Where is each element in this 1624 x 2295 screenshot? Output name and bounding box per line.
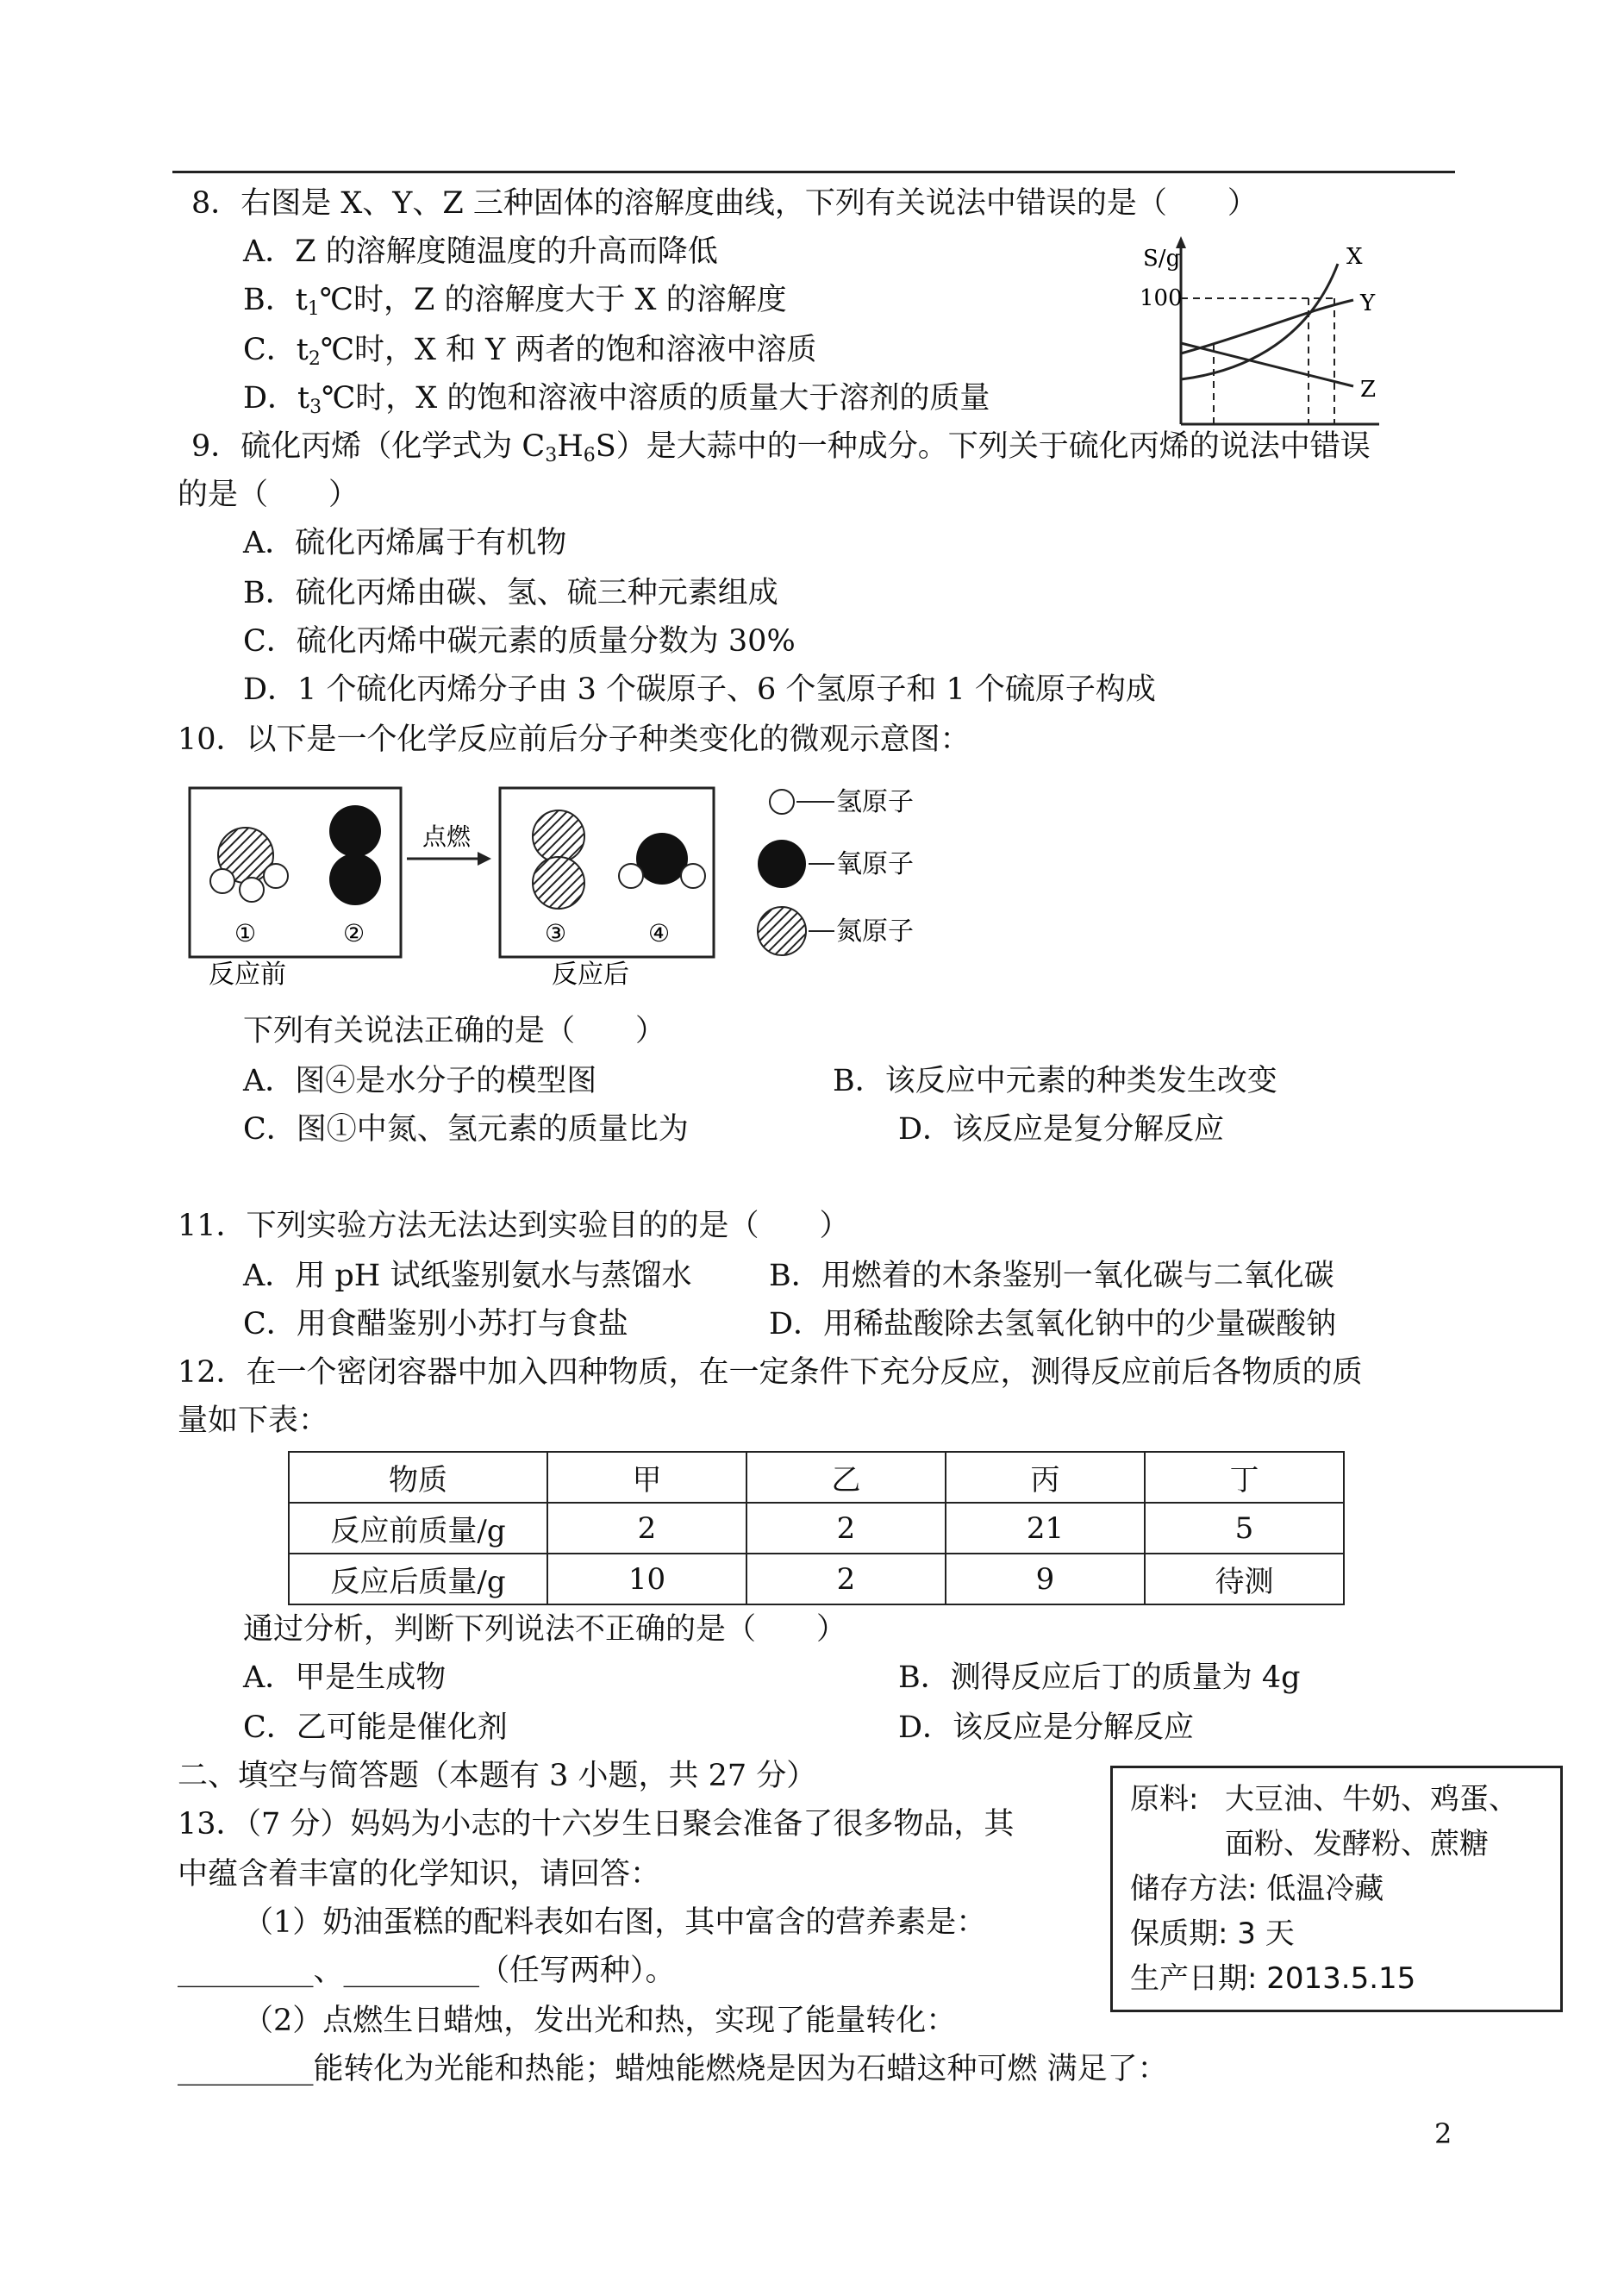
table-row — [289, 1554, 1344, 1604]
q9-option-c: C．硫化丙烯中碳元素的质量分数为 30% — [243, 624, 796, 659]
q11-option-c: C．用食醋鉴别小苏打与食盐 — [243, 1307, 628, 1341]
q12-option-d: D．该反应是分解反应 — [898, 1710, 1195, 1745]
header-cell: 乙 — [746, 1452, 946, 1503]
hydrogen-atom — [264, 864, 288, 888]
q11-option-b: B．用燃着的木条鉴别一氧化碳与二氧化碳 — [769, 1259, 1334, 1293]
solubility-chart — [1121, 233, 1405, 431]
q12-option-b: B．测得反应后丁的质量为 4g — [898, 1660, 1301, 1695]
label-ingredients-key: 原料: — [1130, 1782, 1199, 1817]
header-cell: 丁 — [1145, 1452, 1344, 1503]
q8-option-a: A．Z 的溶解度随温度的升高而降低 — [243, 235, 718, 269]
table-cell: 待测 — [1145, 1554, 1344, 1604]
table-cell: 21 — [946, 1503, 1145, 1554]
legend-z: Z — [1360, 377, 1377, 403]
label-shelf-life: 保质期: 3 天 — [1130, 1917, 1295, 1951]
q13-part1: （1）奶油蛋糕的配料表如右图，其中富含的营养素是： — [243, 1905, 987, 1940]
nitrogen-atom — [533, 810, 584, 862]
header-rule — [172, 171, 1455, 173]
q13-line2: 中蕴含着丰富的化学知识，请回答： — [178, 1857, 661, 1892]
table-cell: 2 — [547, 1503, 746, 1554]
q12-option-c: C．乙可能是催化剂 — [243, 1710, 508, 1745]
q9-option-d: D．1 个硫化丙烯分子由 3 个碳原子、6 个氢原子和 1 个硫原子构成 — [243, 672, 1156, 707]
table-cell: 10 — [547, 1554, 746, 1604]
q9-option-a: A．硫化丙烯属于有机物 — [243, 526, 567, 560]
y-tick-label: 100 — [1140, 285, 1183, 311]
table-cell: 反应后质量/g — [289, 1554, 547, 1604]
q13-part2-line: _________能转化为光能和热能；蜡烛能燃烧是因为石蜡这种可燃 满足了： — [178, 2052, 1168, 2086]
hydrogen-atom — [619, 864, 643, 888]
section-heading: 二、填空与简答题（本题有 3 小题，共 27 分） — [178, 1759, 817, 1793]
label-production-date: 生产日期: 2013.5.15 — [1130, 1961, 1416, 1996]
hydrogen-atom — [681, 864, 705, 888]
mass-table — [288, 1451, 1345, 1605]
curve-y — [1181, 300, 1353, 353]
legend-oxygen-label: 氧原子 — [836, 849, 914, 879]
label-molecule-1: ① — [234, 919, 257, 947]
reaction-diagram — [172, 776, 1000, 1000]
table-cell: 2 — [746, 1503, 946, 1554]
q10-ask: 下列有关说法正确的是（ ） — [243, 1014, 666, 1048]
table-cell: 反应前质量/g — [289, 1503, 547, 1554]
legend-nitrogen-icon — [758, 907, 806, 955]
legend-y: Y — [1360, 291, 1376, 316]
hydrogen-atom — [240, 878, 264, 902]
before-label: 反应前 — [209, 960, 286, 990]
header-cell: 甲 — [547, 1452, 746, 1503]
q13-line1: 13．（7 分）妈妈为小志的十六岁生日聚会准备了很多物品，其 — [178, 1807, 1015, 1842]
q13-part2: （2）点燃生日蜡烛，发出光和热，实现了能量转化： — [243, 2004, 957, 2038]
legend-x: X — [1346, 244, 1363, 270]
legend-hydrogen-label: 氢原子 — [836, 787, 914, 817]
label-molecule-2: ② — [343, 919, 365, 947]
q13-part1-blanks: _________、_________（任写两种）。 — [178, 1954, 676, 1988]
label-ingredients-2: 面粉、发酵粉、蔗糖 — [1225, 1827, 1489, 1861]
oxygen-atom — [329, 854, 381, 905]
after-label: 反应后 — [552, 960, 629, 990]
ingredient-label — [1110, 1766, 1563, 2012]
q10-option-a: A．图④是水分子的模型图 — [243, 1064, 597, 1098]
q9-option-b: B．硫化丙烯由碳、氢、硫三种元素组成 — [243, 576, 778, 610]
arrow-head — [478, 852, 491, 866]
oxygen-atom — [329, 805, 381, 857]
q10-option-c: C．图①中氮、氢元素的质量比为 — [243, 1112, 689, 1147]
header-cell: 物质 — [289, 1452, 547, 1503]
label-ingredients-1: 大豆油、牛奶、鸡蛋、 — [1225, 1782, 1518, 1817]
q10-option-b: B．该反应中元素的种类发生改变 — [833, 1064, 1277, 1098]
q11-option-d: D．用稀盐酸除去氢氧化钠中的少量碳酸钠 — [769, 1307, 1337, 1341]
q12-stem-cont: 量如下表： — [178, 1404, 329, 1438]
table-cell: 5 — [1145, 1503, 1344, 1554]
table-row — [289, 1503, 1344, 1554]
table-cell: 2 — [746, 1554, 946, 1604]
legend-oxygen-icon — [758, 840, 806, 888]
q8-option-b: B．$t_1℃$时，Z 的溶解度大于 X 的溶解度 — [243, 283, 787, 320]
q9-stem-cont: 的是（ ） — [178, 478, 359, 512]
table-cell: 9 — [946, 1554, 1145, 1604]
hydrogen-atom — [210, 869, 234, 893]
y-axis-label: S/g — [1143, 246, 1181, 272]
table-header-row — [289, 1452, 1344, 1503]
q8-stem: 8．右图是 X、Y、Z 三种固体的溶解度曲线，下列有关说法中错误的是（ ） — [191, 186, 1258, 221]
oxygen-atom — [636, 833, 688, 885]
legend-nitrogen-label: 氮原子 — [836, 916, 914, 947]
q10-stem: 10．以下是一个化学反应前后分子种类变化的微观示意图： — [178, 722, 971, 757]
label-storage: 储存方法: 低温冷藏 — [1130, 1872, 1384, 1906]
header-cell: 丙 — [946, 1452, 1145, 1503]
page-number: 2 — [1434, 2117, 1452, 2150]
q9-stem: 9．硫化丙烯（化学式为 $C_3H_6S$）是大蒜中的一种成分。下列关于硫化丙烯的说法中错误 — [191, 429, 1371, 466]
q12-stem: 12．在一个密闭容器中加入四种物质，在一定条件下充分反应，测得反应前后各物质的质 — [178, 1355, 1363, 1390]
nitrogen-atom — [533, 857, 584, 909]
q12-ask: 通过分析，判断下列说法不正确的是（ ） — [243, 1612, 847, 1647]
legend-hydrogen-icon — [770, 790, 794, 814]
q12-option-a: A．甲是生成物 — [243, 1660, 447, 1695]
q11-option-a: A．用 pH 试纸鉴别氨水与蒸馏水 — [243, 1259, 692, 1293]
ignite-label: 点燃 — [422, 822, 472, 851]
q8-option-d: D．$t_3℃$时，X 的饱和溶液中溶质的质量大于溶剂的质量 — [243, 381, 990, 418]
label-molecule-3: ③ — [545, 919, 567, 947]
label-molecule-4: ④ — [648, 919, 671, 947]
q11-stem: 11．下列实验方法无法达到实验目的的是（ ） — [178, 1209, 850, 1243]
q8-option-c: C．$t_2℃$时，X 和 Y 两者的饱和溶液中溶质 — [243, 333, 817, 370]
q10-option-d: D．该反应是复分解反应 — [898, 1112, 1225, 1147]
